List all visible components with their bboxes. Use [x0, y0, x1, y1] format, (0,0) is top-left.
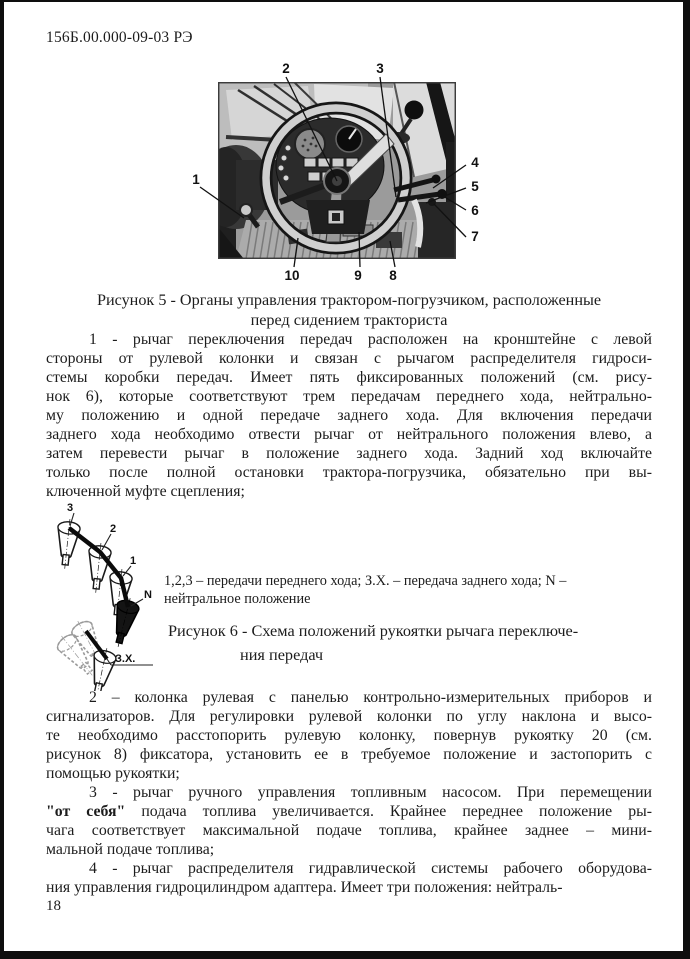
callout-6: 6	[471, 203, 479, 218]
callout-2: 2	[282, 61, 290, 76]
document-page	[4, 2, 683, 951]
paragraph-distributor-lever: 4 - рычаг распределителя гидравлической системы рабочего оборудова- ния управления гидроцилиндром адаптера. Имеет три положения: нейтраль-	[46, 860, 652, 896]
figure6-legend-line1: 1,2,3 – передачи переднего хода; З.Х. – передача заднего хода; N –	[164, 573, 567, 589]
knob-gear3	[54, 518, 81, 572]
figure6-legend	[164, 573, 646, 608]
label-gear2: 2	[110, 523, 117, 535]
figure6-legend-line2: нейтральное положение	[164, 590, 311, 607]
label-neutral: N	[144, 589, 152, 601]
label-gear3: 3	[67, 502, 74, 514]
callout-3: 3	[376, 61, 384, 76]
callout-10: 10	[284, 268, 300, 283]
figure5-photo	[186, 60, 488, 287]
callout-8: 8	[389, 268, 397, 283]
figure5-caption	[46, 290, 652, 330]
callout-1: 1	[192, 172, 200, 187]
figure6-caption	[168, 619, 598, 667]
gear-lever-knob	[240, 204, 252, 216]
paragraph-fuel-lever: 3 - рычаг ручного управления топливным насосом. При перемещении "от себя" подача топлива увеличивается. Крайнее переднее положение ры- чага соответствует максимальной подаче топлива, крайнее заднее – мини- мальной подаче топлива;	[46, 784, 652, 858]
figure6-caption-line2: ния передач	[240, 645, 324, 664]
paragraph-steering-column: 2 – колонка рулевая с панелью контрольно-измерительных приборов и сигнализаторов. Для регулировки рулевой колонки по углу наклона и высо- те необходимо расстопорить рулевую колонку, повернув рукоятку 20 (см. рисунок 8) фиксатора, установить ее в требуемое положение и застопорить с помощью рукоятки;	[46, 689, 652, 782]
controls-photo-figure	[186, 60, 488, 287]
label-gear1: 1	[130, 555, 137, 567]
photo-canvas	[202, 82, 464, 259]
ball-knob-lever	[405, 101, 424, 120]
callout-7: 7	[471, 229, 479, 244]
page-number: 18	[46, 898, 61, 914]
page-content	[4, 2, 652, 897]
figure6-block	[46, 501, 652, 688]
document-code: 156Б.00.000-09-03 РЭ	[46, 29, 193, 46]
figure6-caption-line1: Рисунок 6 - Схема положений рукоятки рычага переключе-	[168, 621, 579, 640]
figure5-caption-line2: перед сидением тракториста	[250, 311, 448, 329]
paragraph-gear-lever: 1 - рычаг переключения передач расположен на кронштейне с левой стороны от рулевой колонки и связан с рычагом распределителя гидроси- стемы коробки передач. Имеет пять фиксированных положений (см. рису- нок 6), которые соответствуют трем передачам переднего хода, нейтрально- му положению и одной передаче заднего хода. Для включения передачи заднего хода необходимо отвести рычаг от нейтрального положения влево, а затем перевести рычаг в положение заднего хода. Задний ход включайте только после полной остановки трактора-погрузчика, обязательно при вы- ключенной муфте сцепления;	[46, 331, 652, 500]
callout-4: 4	[471, 155, 479, 170]
label-reverse: З.Х.	[115, 653, 136, 665]
knob-neutral	[107, 596, 141, 652]
callout-9: 9	[354, 268, 362, 283]
figure5-caption-line1: Рисунок 5 - Органы управления трактором-погрузчиком, расположенные	[96, 291, 602, 309]
callout-5: 5	[471, 179, 479, 194]
